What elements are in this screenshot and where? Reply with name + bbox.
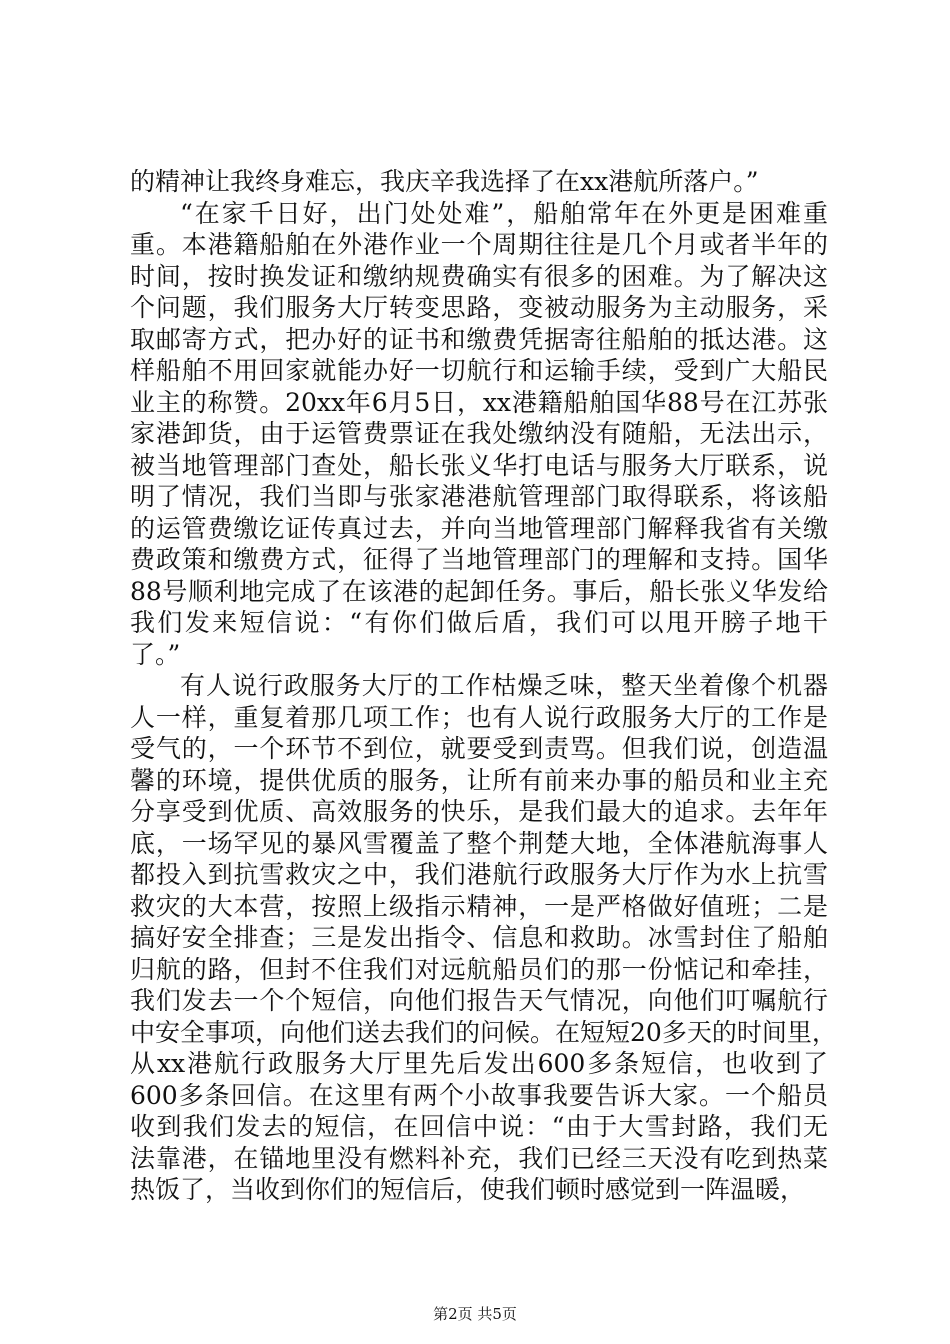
text-line: 家港卸货，由于运管费票证在我处缴纳没有随船，无法出示， (130, 419, 828, 448)
text-line: 费政策和缴费方式，征得了当地管理部门的理解和支持。国华 (130, 545, 828, 574)
text-line: 都投入到抗雪救灾之中，我们港航行政服务大厅作为水上抗雪 (130, 860, 828, 889)
text-line: 归航的路，但封不住我们对远航船员们的那一份惦记和牵挂， (130, 954, 828, 984)
text-line: 我们发来短信说：“有你们做后盾，我们可以甩开膀子地干 (130, 608, 828, 637)
text-line: 的运管费缴讫证传真过去，并向当地管理部门解释我省有关缴 (130, 513, 828, 543)
text-line: 业主的称赞。20xx年6月5日，xx港籍船舶国华88号在江苏张 (130, 387, 828, 417)
text-line: 搞好安全排查；三是发出指令、信息和救助。冰雪封住了船舶 (130, 923, 828, 952)
text-line: “在家千日好，出门处处难”，船舶常年在外更是困难重 (180, 198, 828, 228)
text-line: 88号顺利地完成了在该港的起卸任务。事后，船长张义华发给 (130, 576, 828, 606)
text-line: 时间，按时换发证和缴纳规费确实有很多的困难。为了解决这 (130, 261, 828, 291)
text-line: 热饭了，当收到你们的短信后，使我们顿时感觉到一阵温暖， (130, 1175, 806, 1204)
text-line: 的精神让我终身难忘，我庆辛我选择了在xx港航所落户。” (130, 167, 759, 196)
text-line: 有人说行政服务大厅的工作枯燥乏味，整天坐着像个机器 (180, 671, 828, 700)
text-line: 样船舶不用回家就能办好一切航行和运输手续，受到广大船民 (130, 356, 828, 385)
paragraph (130, 198, 828, 671)
document-body (130, 166, 837, 1206)
text-line: 法靠港，在锚地里没有燃料补充，我们已经三天没有吃到热菜 (130, 1143, 828, 1173)
page-footer: 第2页 共5页 (433, 1305, 517, 1323)
text-line: 人一样，重复着那几项工作；也有人说行政服务大厅的工作是 (130, 702, 828, 732)
text-line: 救灾的大本营，按照上级指示精神，一是严格做好值班；二是 (130, 891, 828, 921)
paragraph (130, 166, 828, 198)
text-line: 重。本港籍船舶在外港作业一个周期往往是几个月或者半年的 (130, 230, 828, 259)
text-line: 了。” (130, 639, 181, 669)
text-line: 分享受到优质、高效服务的快乐，是我们最大的追求。去年年 (130, 797, 828, 826)
text-line: 我们发去一个个短信，向他们报告天气情况，向他们叮嘱航行 (130, 986, 828, 1015)
text-line: 600多条回信。在这里有两个小故事我要告诉大家。一个船员 (130, 1080, 828, 1110)
paragraph (130, 670, 837, 1206)
text-line: 明了情况，我们当即与张家港港航管理部门取得联系，将该船 (130, 482, 828, 511)
text-line: 受气的，一个环节不到位，就要受到责骂。但我们说，创造温 (130, 734, 828, 763)
text-line: 中安全事项，向他们送去我们的问候。在短短20多天的时间里， (130, 1017, 837, 1047)
text-line: 底，一场罕见的暴风雪覆盖了整个荆楚大地，全体港航海事人 (130, 828, 828, 858)
text-line: 收到我们发去的短信，在回信中说：“由于大雪封路，我们无 (130, 1112, 828, 1141)
text-line: 个问题，我们服务大厅转变思路，变被动服务为主动服务，采 (130, 293, 828, 322)
text-line: 被当地管理部门查处，船长张义华打电话与服务大厅联系，说 (130, 450, 828, 480)
text-line: 馨的环境，提供优质的服务，让所有前来办事的船员和业主充 (130, 765, 828, 795)
text-line: 取邮寄方式，把办好的证书和缴费凭据寄往船舶的抵达港。这 (130, 324, 828, 354)
text-line: 从xx港航行政服务大厅里先后发出600多条短信，也收到了 (130, 1049, 828, 1078)
